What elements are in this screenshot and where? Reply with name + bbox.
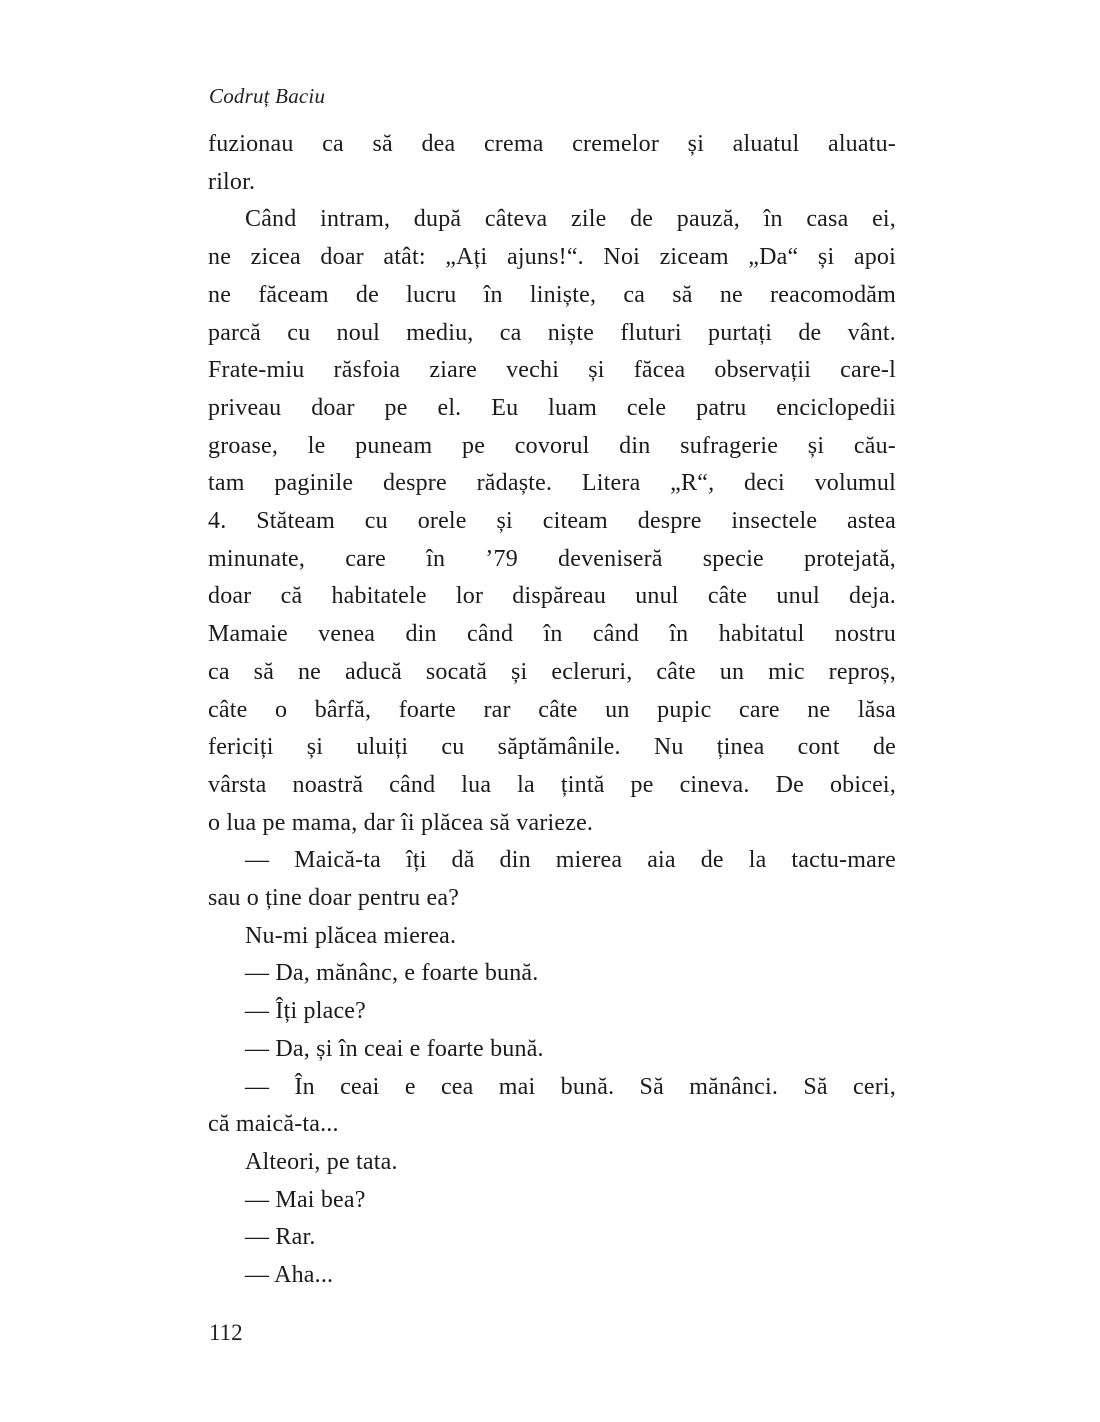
text-line: Mamaie venea din când în când în habitatul nostru	[208, 621, 896, 648]
text-line: vârsta noastră când lua la țintă pe cineva. De obicei,	[208, 771, 896, 798]
text-line: — Da, și în ceai e foarte bună.	[245, 1035, 544, 1062]
text-line: tam paginile despre rădaște. Litera „R“, deci volumul	[208, 470, 896, 497]
text-line: Alteori, pe tata.	[245, 1148, 398, 1175]
text-line: minunate, care în ’79 deveniseră specie protejată,	[208, 545, 896, 572]
text-line: — Da, mănânc, e foarte bună.	[245, 960, 539, 987]
running-header-author: Codruț Baciu	[209, 84, 326, 108]
text-line: rilor.	[208, 168, 256, 195]
text-line: 4. Stăteam cu orele și citeam despre insectele astea	[208, 508, 896, 535]
text-line: — Maică-ta îți dă din mierea aia de la tactu-mare	[245, 847, 896, 874]
text-line: groase, le puneam pe covorul din sufragerie și cău-	[208, 432, 896, 459]
text-line: doar că habitatele lor dispăreau unul câte unul deja.	[208, 583, 896, 610]
page-number: 112	[209, 1320, 243, 1345]
text-line: ne făceam de lucru în liniște, ca să ne reacomodăm	[208, 281, 896, 308]
text-line: că maică-ta...	[208, 1111, 339, 1138]
text-line: — În ceai e cea mai bună. Să mănânci. Să ceri,	[245, 1073, 896, 1100]
text-line: o lua pe mama, dar îi plăcea să varieze.	[208, 809, 594, 836]
text-line: — Rar.	[245, 1224, 316, 1251]
text-line: câte o bârfă, foarte rar câte un pupic care ne lăsa	[208, 696, 896, 723]
text-line: Nu-mi plăcea mierea.	[245, 922, 457, 949]
text-line: fuzionau ca să dea crema cremelor și aluatul aluatu-	[208, 131, 896, 157]
body-text	[208, 126, 896, 1295]
text-line: Când intram, după câteva zile de pauză, în casa ei,	[245, 206, 896, 233]
text-line: parcă cu noul mediu, ca niște fluturi purtați de vânt.	[208, 319, 896, 346]
text-line: — Aha...	[245, 1262, 334, 1289]
text-line: fericiți și uluiți cu săptămânile. Nu ținea cont de	[208, 734, 896, 761]
text-line: — Îți place?	[245, 998, 367, 1025]
text-line: ne zicea doar atât: „Ați ajuns!“. Noi ziceam „Da“ și apoi	[208, 244, 896, 271]
text-line: Frate-miu răsfoia ziare vechi și făcea observații care-l	[208, 357, 896, 384]
text-line: — Mai bea?	[245, 1186, 366, 1213]
text-line: ca să ne aducă socată și ecleruri, câte un mic reproș,	[208, 658, 896, 685]
text-line: sau o ține doar pentru ea?	[208, 885, 460, 912]
text-line: priveau doar pe el. Eu luam cele patru enciclopedii	[208, 394, 896, 421]
